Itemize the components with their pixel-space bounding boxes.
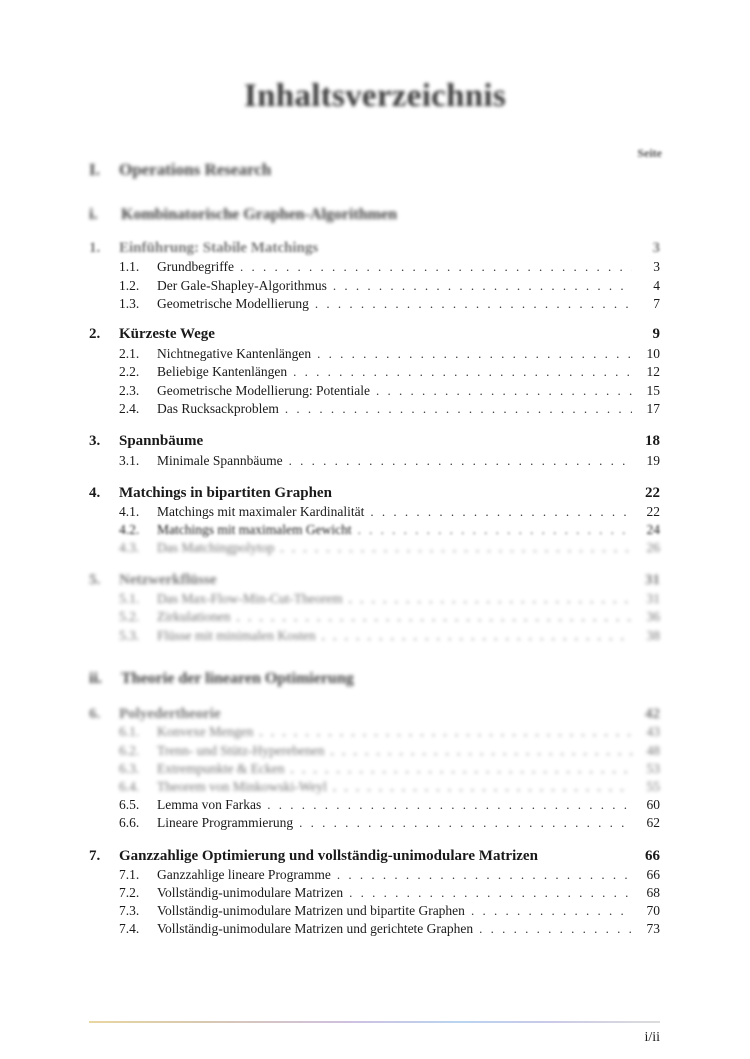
section-page: 53 [646, 761, 660, 776]
section-page: 10 [646, 346, 660, 361]
subpart-heading [89, 206, 397, 224]
section-page: 48 [646, 743, 660, 758]
section-title: Vollständig-unimodulare Matrizen [157, 885, 344, 900]
section-number: 7.2. [119, 885, 140, 900]
toc-section[interactable] [119, 453, 660, 472]
section-title: Flüsse mit minimalen Kosten [157, 628, 316, 643]
toc-section[interactable] [119, 364, 660, 383]
chapter-title: Einführung: Stabile Matchings [119, 240, 319, 256]
section-number: 5.3. [119, 628, 140, 643]
part-title: Operations Research [119, 160, 272, 179]
toc-chapter[interactable] [89, 485, 660, 505]
toc-section[interactable] [119, 761, 660, 780]
dot-leader [317, 346, 632, 362]
toc-section[interactable] [119, 591, 660, 610]
chapter-title: Kürzeste Wege [119, 326, 215, 342]
footer-divider [89, 1021, 660, 1023]
section-number: 4.2. [119, 522, 140, 537]
toc-section[interactable] [119, 724, 660, 743]
section-title: Das Max-Flow-Min-Cut-Theorem [157, 591, 343, 606]
toc-section[interactable] [119, 278, 660, 297]
section-page: 62 [646, 815, 660, 830]
toc-section[interactable] [119, 383, 660, 402]
chapter-page: 31 [645, 572, 660, 588]
chapter-number: 7. [89, 848, 101, 864]
section-title: Beliebige Kantenlängen [157, 364, 288, 379]
dot-leader [293, 364, 632, 380]
toc-section[interactable] [119, 628, 660, 647]
dot-leader [280, 540, 632, 556]
section-number: 6.4. [119, 779, 140, 794]
section-title: Theorem von Minkowski-Weyl [157, 779, 327, 794]
section-number: 4.3. [119, 540, 140, 555]
chapter-title: Netzwerkflüsse [119, 572, 217, 588]
toc-section[interactable] [119, 504, 660, 523]
page-number: i/ii [644, 1030, 660, 1045]
section-number: 7.4. [119, 921, 140, 936]
toc-section[interactable] [119, 609, 660, 628]
section-page: 12 [646, 364, 660, 379]
chapter-page: 66 [645, 848, 660, 864]
dot-leader [299, 815, 632, 831]
dot-leader [290, 761, 632, 777]
toc-section[interactable] [119, 867, 660, 886]
toc-chapter[interactable] [89, 433, 660, 453]
toc-chapter[interactable] [89, 572, 660, 592]
subpart-number: i. [89, 206, 98, 223]
toc-chapter[interactable] [89, 240, 660, 260]
section-number: 4.1. [119, 504, 140, 519]
dot-leader [322, 628, 632, 644]
dot-leader [358, 522, 632, 538]
chapter-title: Polyedertheorie [119, 706, 221, 722]
section-page: 22 [646, 504, 660, 519]
chapter-number: 3. [89, 433, 101, 449]
section-number: 6.3. [119, 761, 140, 776]
section-number: 1.3. [119, 296, 140, 311]
section-page: 73 [646, 921, 660, 936]
section-number: 2.4. [119, 401, 140, 416]
chapter-title: Ganzzahlige Optimierung und vollständig-unimodulare Matrizen [119, 848, 538, 864]
section-title: Lemma von Farkas [157, 797, 262, 812]
section-page: 15 [646, 383, 660, 398]
chapter-page: 22 [645, 485, 660, 501]
section-page: 4 [653, 278, 660, 293]
dot-leader [349, 885, 632, 901]
subpart-number: ii. [89, 670, 102, 687]
section-page: 26 [646, 540, 660, 555]
dot-leader [337, 867, 632, 883]
chapter-number: 6. [89, 706, 101, 722]
toc-section[interactable] [119, 779, 660, 798]
section-page: 24 [646, 522, 660, 537]
section-page: 3 [653, 259, 660, 274]
chapter-page: 3 [652, 240, 660, 256]
section-number: 7.1. [119, 867, 140, 882]
section-title: Vollständig-unimodulare Matrizen und gerichtete Graphen [157, 921, 474, 936]
dot-leader [376, 383, 632, 399]
dot-leader [370, 504, 632, 520]
dot-leader [259, 724, 632, 740]
toc-section[interactable] [119, 921, 660, 940]
section-page: 19 [646, 453, 660, 468]
section-page: 7 [653, 296, 660, 311]
dot-leader [285, 401, 632, 417]
section-title: Geometrische Modellierung: Potentiale [157, 383, 370, 398]
dot-leader [333, 278, 632, 294]
section-number: 2.2. [119, 364, 140, 379]
section-page: 66 [646, 867, 660, 882]
section-page: 38 [646, 628, 660, 643]
dot-leader [315, 296, 632, 312]
section-title: Vollständig-unimodulare Matrizen und bipartite Graphen [157, 903, 465, 918]
dot-leader [333, 779, 632, 795]
chapter-title: Matchings in bipartiten Graphen [119, 485, 332, 501]
section-number: 6.6. [119, 815, 140, 830]
toc-section[interactable] [119, 743, 660, 762]
dot-leader [349, 591, 632, 607]
dot-leader [236, 609, 632, 625]
dot-leader [471, 903, 632, 919]
subpart-title: Theorie der linearen Optimierung [121, 670, 354, 687]
section-title: Trenn- und Stütz-Hyperebenen [157, 743, 325, 758]
subpart-heading [89, 670, 354, 688]
section-title: Zirkulationen [157, 609, 231, 624]
subpart-title: Kombinatorische Graphen-Algorithmen [121, 206, 397, 223]
section-number: 5.2. [119, 609, 140, 624]
section-page: 31 [646, 591, 660, 606]
section-title: Der Gale-Shapley-Algorithmus [157, 278, 327, 293]
dot-leader [479, 921, 632, 937]
section-title: Lineare Programmierung [157, 815, 294, 830]
toc-section[interactable] [119, 903, 660, 922]
section-number: 2.1. [119, 346, 140, 361]
part-number: I. [89, 160, 100, 179]
section-page: 60 [646, 797, 660, 812]
section-title: Nichtnegative Kantenlängen [157, 346, 312, 361]
dot-leader [240, 259, 632, 275]
toc-section[interactable] [119, 540, 660, 559]
section-page: 70 [646, 903, 660, 918]
section-title: Matchings mit maximalem Gewicht [157, 522, 352, 537]
chapter-page: 18 [645, 433, 660, 449]
section-title: Extrempunkte & Ecken [157, 761, 285, 776]
section-number: 5.1. [119, 591, 140, 606]
section-title: Ganzzahlige lineare Programme [157, 867, 331, 882]
section-number: 2.3. [119, 383, 140, 398]
toc-section[interactable] [119, 885, 660, 904]
section-number: 6.5. [119, 797, 140, 812]
section-title: Grundbegriffe [157, 259, 234, 274]
chapter-page: 9 [652, 326, 660, 342]
dot-leader [330, 743, 632, 759]
section-title: Das Matchingpolytop [157, 540, 275, 555]
section-page: 55 [646, 779, 660, 794]
toc-chapter[interactable] [89, 706, 660, 726]
section-page: 17 [646, 401, 660, 416]
toc-section[interactable] [119, 259, 660, 278]
section-number: 1.1. [119, 259, 140, 274]
section-title: Das Rucksackproblem [157, 401, 279, 416]
toc-section[interactable] [119, 296, 660, 315]
section-page: 36 [646, 609, 660, 624]
section-page: 43 [646, 724, 660, 739]
page-column-label: Seite [637, 146, 662, 160]
section-page: 68 [646, 885, 660, 900]
page-title: Inhaltsverzeichnis [243, 78, 507, 114]
chapter-title: Spannbäume [119, 433, 204, 449]
part-heading [89, 160, 271, 180]
section-title: Matchings mit maximaler Kardinalität [157, 504, 365, 519]
dot-leader [267, 797, 632, 813]
chapter-number: 2. [89, 326, 101, 342]
toc-section[interactable] [119, 522, 660, 541]
section-number: 7.3. [119, 903, 140, 918]
chapter-page: 42 [645, 706, 660, 722]
toc-chapter[interactable] [89, 326, 660, 346]
section-title: Konvexe Mengen [157, 724, 254, 739]
chapter-number: 1. [89, 240, 101, 256]
chapter-number: 4. [89, 485, 101, 501]
toc-chapter[interactable] [89, 848, 660, 868]
section-number: 1.2. [119, 278, 140, 293]
chapter-number: 5. [89, 572, 101, 588]
toc-section[interactable] [119, 401, 660, 420]
dot-leader [289, 453, 632, 469]
section-title: Geometrische Modellierung [157, 296, 309, 311]
section-number: 3.1. [119, 453, 140, 468]
section-title: Minimale Spannbäume [157, 453, 283, 468]
toc-section[interactable] [119, 797, 660, 816]
toc-section[interactable] [119, 346, 660, 365]
toc-section[interactable] [119, 815, 660, 834]
section-number: 6.1. [119, 724, 140, 739]
section-number: 6.2. [119, 743, 140, 758]
